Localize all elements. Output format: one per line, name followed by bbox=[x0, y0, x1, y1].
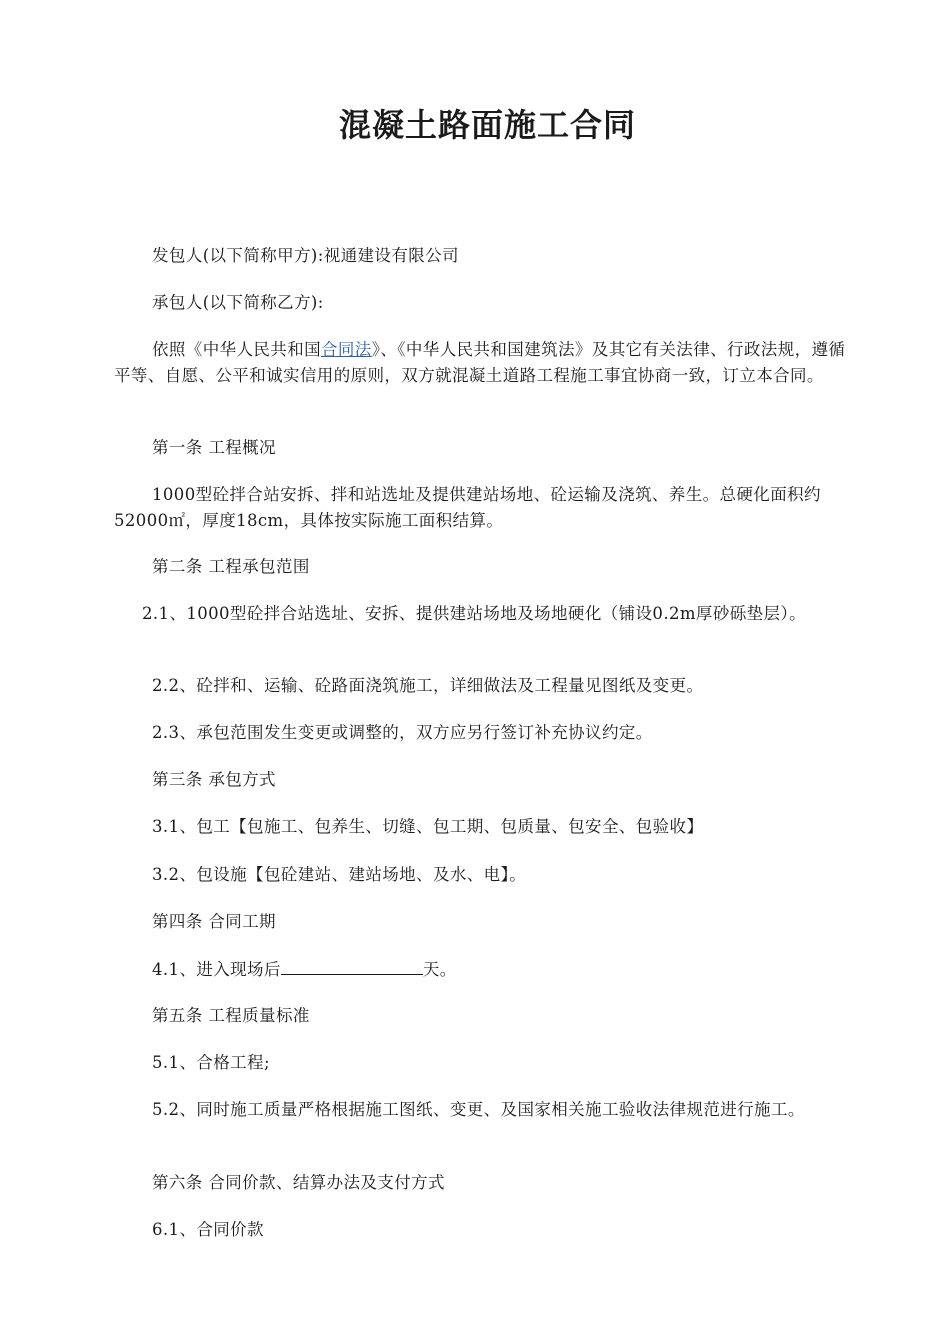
article-1-heading: 第一条 工程概况 bbox=[152, 438, 276, 457]
article-3-item-1: 3.1、包工【包施工、包养生、切缝、包工期、包质量、包安全、包验收】 bbox=[152, 817, 704, 836]
contract-law-link[interactable]: 合同法 bbox=[321, 340, 372, 359]
article-2-item-1: 2.1、1000型砼拌合站选址、安拆、提供建站场地及场地硬化（铺设0.2m厚砂砾垫层）。 bbox=[142, 604, 806, 623]
document-title: 混凝土路面施工合同 bbox=[338, 106, 636, 144]
preamble-paragraph bbox=[114, 337, 854, 389]
article-6-heading: 第六条 合同价款、结算办法及支付方式 bbox=[152, 1173, 445, 1192]
article-6-item-1: 6.1、合同价款 bbox=[152, 1220, 264, 1239]
article-4-item-1 bbox=[114, 956, 854, 983]
days-blank-field bbox=[281, 956, 423, 975]
article-4-item-1-suffix: 天。 bbox=[422, 960, 457, 979]
article-5-item-2: 5.2、同时施工质量严格根据施工图纸、变更、及国家相关施工验收法律规范进行施工。 bbox=[152, 1100, 805, 1119]
article-4-heading: 第四条 合同工期 bbox=[152, 912, 276, 931]
preamble-prefix: 依照《中华人民共和国 bbox=[152, 340, 321, 359]
article-2-heading: 第二条 工程承包范围 bbox=[152, 557, 310, 576]
article-5-heading: 第五条 工程质量标准 bbox=[152, 1006, 310, 1025]
article-2-item-3: 2.3、承包范围发生变更或调整的，双方应另行签订补充协议约定。 bbox=[152, 723, 653, 742]
party-b-line: 承包人(以下简称乙方): bbox=[152, 293, 324, 312]
article-3-heading: 第三条 承包方式 bbox=[152, 770, 276, 789]
preamble-suffix: 》、《中华人民共和国建筑法》及其它有关法律、行政法规，遵循平等、自愿、公平和诚实信用的原则，双方就混凝土道路工程施工事宜协商一致，订立本合同。 bbox=[114, 340, 846, 385]
article-1-body: 1000型砼拌合站安拆、拌和站选址及提供建站场地、砼运输及浇筑、养生。总硬化面积约52000㎡，厚度18cm，具体按实际施工面积结算。 bbox=[114, 485, 821, 530]
article-2-item-2: 2.2、砼拌和、运输、砼路面浇筑施工，详细做法及工程量见图纸及变更。 bbox=[152, 676, 704, 695]
party-a-line: 发包人(以下简称甲方):视通建设有限公司 bbox=[152, 246, 459, 265]
article-5-item-1: 5.1、合格工程; bbox=[152, 1053, 270, 1072]
article-4-item-1-prefix: 4.1、进入现场后 bbox=[152, 960, 281, 979]
article-3-item-2: 3.2、包设施【包砼建站、建站场地、及水、电】。 bbox=[152, 865, 527, 884]
